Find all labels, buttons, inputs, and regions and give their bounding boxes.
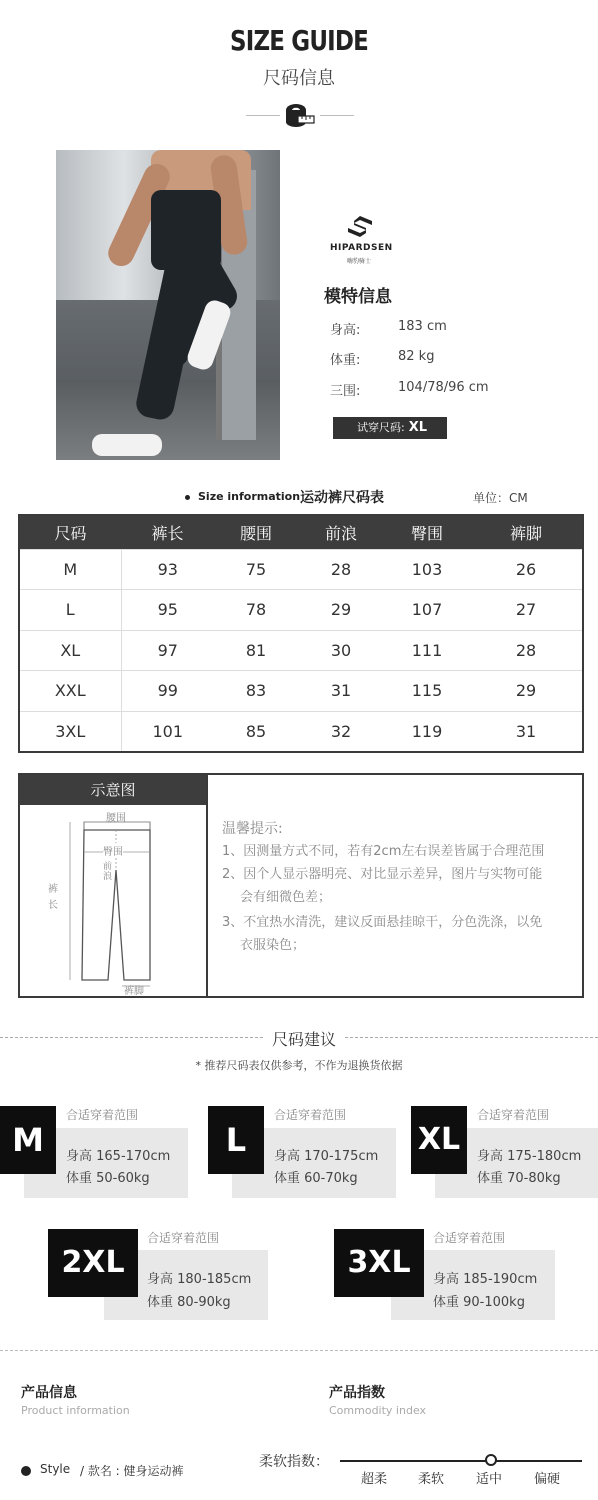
model-measurements-label: 三围: xyxy=(330,384,361,399)
table-cell: 31 xyxy=(470,711,583,752)
brand-name: HIPARDSEN xyxy=(330,243,393,253)
table-cell: 29 xyxy=(298,590,384,631)
table-cell: 29 xyxy=(470,671,583,712)
softness-scale xyxy=(340,1460,582,1462)
table-cell: 26 xyxy=(470,549,583,590)
hem-label: 裤脚 xyxy=(124,986,144,997)
fit-height: 身高 185-190cm xyxy=(433,1272,538,1287)
table-cell: 75 xyxy=(214,549,298,590)
fit-range-label: 合适穿着范围 xyxy=(477,1108,550,1122)
table-cell: 31 xyxy=(298,671,384,712)
fit-height: 身高 170-175cm xyxy=(274,1149,379,1164)
size-badge-xl: XL xyxy=(411,1106,467,1174)
commodity-index-subtitle: Commodity index xyxy=(329,1404,427,1417)
softness-indicator xyxy=(485,1454,497,1466)
recommend-note: * 推荐尺码表仅供参考，不作为退换货依据 xyxy=(195,1059,403,1072)
softness-option: 偏硬 xyxy=(534,1472,561,1487)
divider-left xyxy=(246,115,280,116)
size-badge-3xl: 3XL xyxy=(334,1229,424,1297)
size-table xyxy=(18,514,584,753)
fit-weight: 体重 70-80kg xyxy=(477,1171,561,1186)
softness-label: 柔软指数： xyxy=(259,1454,329,1470)
size-info-title-en: Size information xyxy=(198,490,301,503)
table-row xyxy=(19,549,583,590)
table-cell: 30 xyxy=(298,630,384,671)
rise-label: 前浪 xyxy=(103,862,113,882)
fit-height: 身高 165-170cm xyxy=(66,1149,171,1164)
table-cell: 115 xyxy=(384,671,470,712)
table-row xyxy=(19,711,583,752)
trial-size-badge xyxy=(333,417,447,439)
tip-line: 1、因测量方式不同，若有2cm左右误差皆属于合理范围 xyxy=(222,844,545,859)
fit-range-label: 合适穿着范围 xyxy=(433,1231,506,1245)
waist-label: 腰围 xyxy=(106,813,126,824)
size-badge-2xl: 2XL xyxy=(48,1229,138,1297)
fit-range-label: 合适穿着范围 xyxy=(66,1108,139,1122)
table-cell: 101 xyxy=(121,711,214,752)
table-cell: 81 xyxy=(214,630,298,671)
column-header: 裤脚 xyxy=(470,515,583,549)
table-cell: 97 xyxy=(121,630,214,671)
table-cell: L xyxy=(19,590,121,631)
fit-weight: 体重 60-70kg xyxy=(274,1171,358,1186)
table-row xyxy=(19,630,583,671)
table-cell: 27 xyxy=(470,590,583,631)
style-value: / 款名 : 健身运动裤 xyxy=(80,1464,184,1478)
length-label: 裤长 xyxy=(48,884,58,911)
table-cell: 32 xyxy=(298,711,384,752)
table-cell: 99 xyxy=(121,671,214,712)
column-header: 腰围 xyxy=(214,515,298,549)
table-row xyxy=(19,671,583,712)
divider-right xyxy=(320,115,354,116)
tip-line: 会有细微色差； xyxy=(240,890,332,905)
model-height-label: 身高: xyxy=(330,323,361,338)
page-subtitle: 尺码信息 xyxy=(263,68,335,89)
diagram-title: 示意图 xyxy=(20,775,206,805)
fit-height: 身高 175-180cm xyxy=(477,1149,582,1164)
column-header: 臀围 xyxy=(384,515,470,549)
brand-logo-icon xyxy=(346,215,374,239)
tape-measure-icon xyxy=(284,102,316,128)
table-cell: M xyxy=(19,549,121,590)
trial-size-label: 试穿尺码: xyxy=(357,421,405,434)
unit-label: 单位：CM xyxy=(473,491,528,505)
fit-range-label: 合适穿着范围 xyxy=(274,1108,347,1122)
softness-option: 适中 xyxy=(476,1472,503,1487)
table-row xyxy=(19,590,583,631)
column-header: 前浪 xyxy=(298,515,384,549)
table-header-row xyxy=(19,515,583,549)
style-label: Style xyxy=(40,1462,71,1476)
tip-line: 2、因个人显示器明亮、对比显示差异，图片与实物可能 xyxy=(222,867,543,882)
size-info-title-cn: 运动裤尺码表 xyxy=(300,490,384,506)
table-cell: 28 xyxy=(470,630,583,671)
column-header: 裤长 xyxy=(121,515,214,549)
size-badge-m: M xyxy=(0,1106,56,1174)
bullet-dot xyxy=(21,1466,31,1476)
table-cell: 78 xyxy=(214,590,298,631)
table-cell: XL xyxy=(19,630,121,671)
tip-line: 衣服染色； xyxy=(240,938,306,953)
model-weight-label: 体重: xyxy=(330,353,361,368)
softness-option: 柔软 xyxy=(418,1472,445,1487)
tips-title: 温馨提示: xyxy=(222,821,283,837)
brand-name-cn: 嗨豹骑士 xyxy=(347,258,372,265)
size-badge-l: L xyxy=(208,1106,264,1174)
table-cell: 107 xyxy=(384,590,470,631)
fit-range-label: 合适穿着范围 xyxy=(147,1231,220,1245)
model-photo xyxy=(56,150,280,460)
table-cell: 93 xyxy=(121,549,214,590)
table-cell: 83 xyxy=(214,671,298,712)
table-cell: 103 xyxy=(384,549,470,590)
recommend-title: 尺码建议 xyxy=(264,1027,344,1050)
fit-weight: 体重 80-90kg xyxy=(147,1295,231,1310)
column-header: 尺码 xyxy=(19,515,121,549)
model-measurements-value: 104/78/96 cm xyxy=(398,380,489,395)
trial-size-value: XL xyxy=(408,420,428,435)
hip-label: 臀围 xyxy=(103,843,123,858)
tip-line: 3、不宜热水清洗，建议反面悬挂晾干，分色洗涤，以免 xyxy=(222,915,543,930)
bullet-dot xyxy=(185,495,190,500)
softness-option: 超柔 xyxy=(361,1472,388,1487)
commodity-index-title: 产品指数 xyxy=(329,1385,385,1401)
section-divider xyxy=(0,1350,598,1351)
fit-weight: 体重 50-60kg xyxy=(66,1171,150,1186)
model-info-title: 模特信息 xyxy=(324,287,392,307)
page-title: SIZE GUIDE xyxy=(230,24,368,57)
fit-weight: 体重 90-100kg xyxy=(433,1295,525,1310)
table-cell: 95 xyxy=(121,590,214,631)
table-cell: 3XL xyxy=(19,711,121,752)
product-info-title: 产品信息 xyxy=(21,1385,77,1401)
fit-height: 身高 180-185cm xyxy=(147,1272,252,1287)
table-cell: 111 xyxy=(384,630,470,671)
product-info-subtitle: Product information xyxy=(21,1404,130,1417)
table-cell: 119 xyxy=(384,711,470,752)
model-weight-value: 82 kg xyxy=(398,349,435,364)
table-cell: XXL xyxy=(19,671,121,712)
table-cell: 28 xyxy=(298,549,384,590)
model-height-value: 183 cm xyxy=(398,319,447,334)
table-cell: 85 xyxy=(214,711,298,752)
